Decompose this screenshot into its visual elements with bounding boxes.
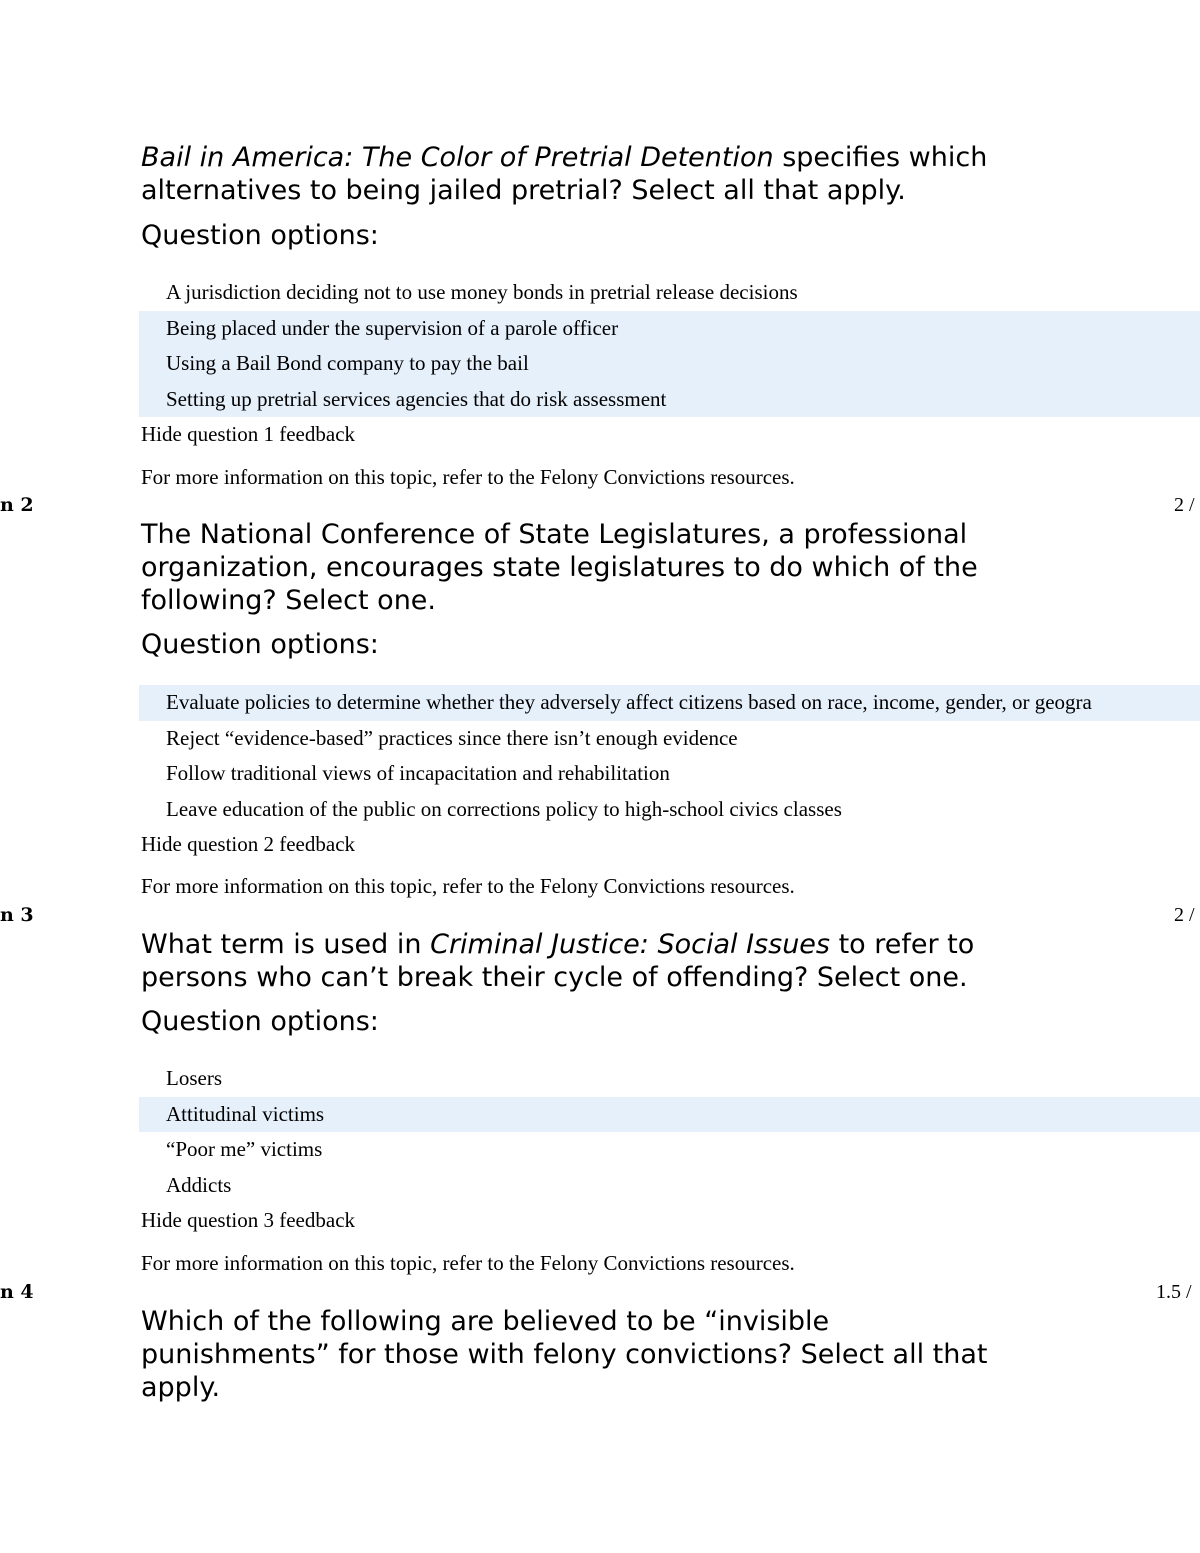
question-3-options <box>139 1061 1200 1203</box>
question-1-feedback-toggle[interactable]: Hide question 1 feedback <box>141 422 356 446</box>
question-4-text-line-2: punishments” for those with felony convictions? Select all that <box>141 1339 988 1370</box>
question-4-text-line-1: Which of the following are believed to be “invisible <box>141 1306 830 1337</box>
question-3-text-post: to refer to <box>829 929 975 960</box>
question-3-text-line-2: persons who can’t break their cycle of offending? Select one. <box>141 962 968 993</box>
question-1-options <box>139 275 1200 417</box>
question-1-option-4[interactable]: Setting up pretrial services agencies that do risk assessment <box>139 382 1200 418</box>
question-3-text-line-1 <box>141 928 1141 961</box>
question-4-text <box>141 1305 1141 1404</box>
question-3-option-1[interactable]: Losers <box>166 1066 222 1090</box>
question-3-heading: n 3 <box>0 904 34 926</box>
question-2-text-line-2: organization, encourages state legislatures to do which of the <box>141 552 978 583</box>
question-3-text-pre: What term is used in <box>141 929 431 960</box>
question-2-feedback-toggle[interactable]: Hide question 2 feedback <box>141 832 356 856</box>
question-2-option-1[interactable]: Evaluate policies to determine whether they adversely affect citizens based on race, income, gender, or geogra <box>139 685 1200 721</box>
question-2-option-2[interactable]: Reject “evidence-based” practices since there isn’t enough evidence <box>166 725 738 750</box>
question-2-feedback: For more information on this topic, refer to the Felony Convictions resources. <box>141 874 795 898</box>
question-2-text-line-1: The National Conference of State Legislatures, a professional <box>141 519 968 550</box>
question-1-options-label: Question options: <box>141 220 379 251</box>
question-3-text <box>141 928 1141 994</box>
question-2-options <box>139 685 1200 827</box>
question-1-option-2[interactable]: Being placed under the supervision of a parole officer <box>139 311 1200 347</box>
question-3-feedback: For more information on this topic, refer to the Felony Convictions resources. <box>141 1251 795 1275</box>
question-3-option-2[interactable]: Attitudinal victims <box>139 1097 1200 1133</box>
question-1-text <box>141 141 1141 207</box>
question-3-option-3[interactable]: “Poor me” victims <box>166 1137 323 1161</box>
question-1-text-rest: specifies which <box>773 142 988 173</box>
question-4-text-line-3: apply. <box>141 1372 221 1403</box>
question-4-heading: n 4 <box>0 1281 34 1303</box>
question-1-source-title: Bail in America: The Color of Pretrial Detention <box>141 142 774 173</box>
question-3-source-title: Criminal Justice: Social Issues <box>430 929 830 960</box>
question-1-option-3[interactable]: Using a Bail Bond company to pay the bail <box>139 346 1200 382</box>
question-1-option-1[interactable]: A jurisdiction deciding not to use money bonds in pretrial release decisions <box>166 280 798 304</box>
question-3-score: 2 / <box>1174 904 1195 926</box>
question-2-options-label: Question options: <box>141 629 379 660</box>
question-2-option-3[interactable]: Follow traditional views of incapacitation and rehabilitation <box>166 761 670 785</box>
question-3-option-4[interactable]: Addicts <box>166 1172 232 1197</box>
question-2-heading: n 2 <box>0 494 34 516</box>
question-4-score: 1.5 / <box>1156 1281 1192 1303</box>
question-2-option-4[interactable]: Leave education of the public on corrections policy to high-school civics classes <box>166 796 842 821</box>
question-2-score: 2 / <box>1174 494 1195 516</box>
question-1-text-line-2: alternatives to being jailed pretrial? Select all that apply. <box>141 175 906 206</box>
question-2-text-line-3: following? Select one. <box>141 585 436 616</box>
question-3-feedback-toggle[interactable]: Hide question 3 feedback <box>141 1208 356 1232</box>
question-1-text-line-1 <box>141 141 1141 174</box>
question-1-feedback: For more information on this topic, refer to the Felony Convictions resources. <box>141 465 795 489</box>
question-2-text <box>141 518 1141 617</box>
question-3-options-label: Question options: <box>141 1006 379 1037</box>
